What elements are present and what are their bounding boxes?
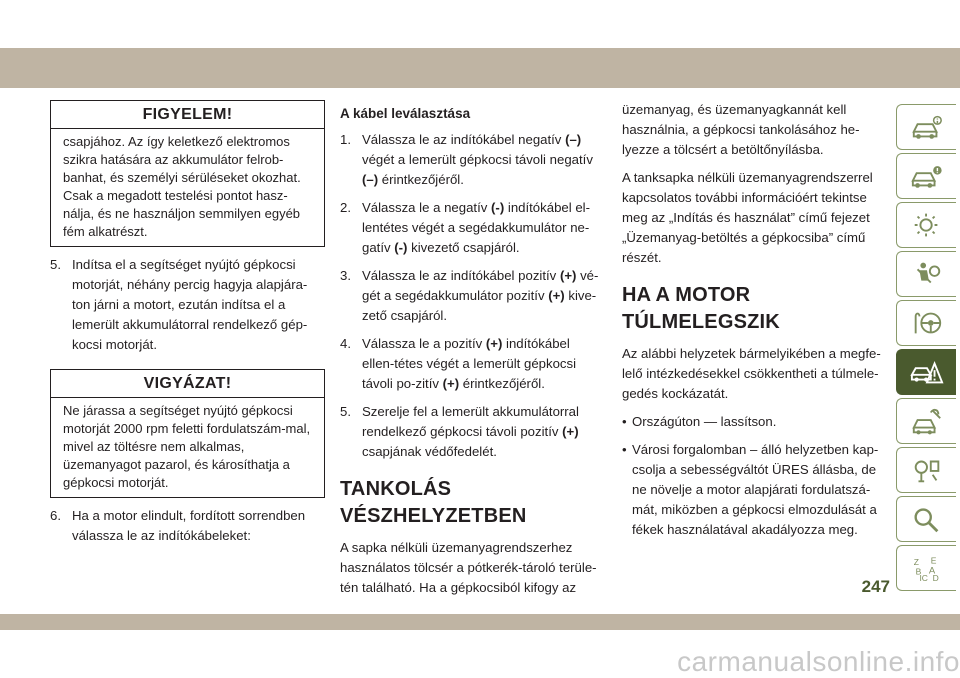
warning-title: FIGYELEM! [51, 101, 324, 129]
bullet-marker: • [622, 414, 627, 429]
terminal-symbol: (+) [442, 376, 460, 391]
steering-wheel-icon [910, 308, 944, 338]
paragraph: A sapka nélküli üzemanyagrendszerhez használatos tölcsér a pótkerék-tároló terüle-tén található. Ha a gépkocsiból kifogy az [340, 540, 597, 595]
step-text-part: indítókábel ellen-tétes végét a lemerült gépkocsi távoli po-zitív [362, 336, 577, 391]
terminal-symbol: (-) [394, 240, 408, 255]
language-index-icon [910, 553, 944, 583]
step-text-part: érintkezőjéről. [459, 376, 545, 391]
step-text [362, 130, 605, 190]
search-index-icon [910, 504, 944, 534]
terminal-symbol: (+) [485, 336, 503, 351]
chapter-tab[interactable] [896, 202, 956, 248]
footer-band [0, 614, 960, 630]
chapter-tab[interactable] [896, 300, 956, 346]
step-text-part: Válassza le az indítókábel pozitív [362, 268, 560, 283]
watermark: carmanualsonline.info [677, 646, 960, 677]
step-5 [50, 255, 325, 355]
svg-text:D: D [932, 573, 939, 583]
paragraph: üzemanyag, és üzemanyagkannát kell használnia, a gépkocsi tankolásához he-lyezze a tölcsért a betöltőnyílásba. [622, 102, 860, 157]
terminal-symbol: (–) [362, 172, 379, 187]
step-text [362, 402, 605, 462]
step-number: 4. [340, 336, 351, 351]
hazard-emergency-icon [910, 357, 944, 387]
step-text-part: csapjának védőfedelét. [362, 444, 497, 459]
step-number: 6. [50, 508, 61, 523]
step-text-part: kivezető csapjáról. [407, 240, 520, 255]
step-text-part: Válassza le a pozitív [362, 336, 486, 351]
bullet-marker: • [622, 442, 627, 457]
disconnect-step [340, 402, 605, 462]
caution-title: VIGYÁZAT! [51, 370, 324, 398]
multimedia-icon [910, 455, 944, 485]
step-text [362, 266, 605, 326]
car-warning-icon [910, 161, 944, 191]
chapter-tab[interactable] [896, 545, 956, 591]
warning-body: csapjához. Az így keletkező elektromos szikra hatására az akkumulátor felrob-banhat, és személyi sérüléseket okozhat. Csak a megadott testelési pontot hasz-nálja, és ne használjon semmilyen egyéb fém alkatrészt. [63, 134, 301, 239]
terminal-symbol: (+) [559, 268, 577, 283]
step-text-part: Szerelje fel a lemerült akkumulátorral rendelkező gépkocsi távoli pozitív [362, 404, 579, 439]
column-1 [50, 100, 325, 554]
step-text-part: kive-zető csapjáról. [362, 288, 597, 323]
caution-body: Ne járassa a segítséget nyújtó gépkocsi motorját 2000 rpm feletti fordulatszám-mal, mivel az töltésre nem alkalmas, üzemanyagot pazarol, és károsíthatja a gépkocsi motorját. [63, 403, 311, 490]
disconnect-step [340, 266, 605, 326]
car-info-icon [910, 112, 944, 142]
column-3 [622, 100, 888, 548]
column-2 [340, 100, 605, 606]
step-number: 5. [340, 404, 351, 419]
step-number: 1. [340, 132, 351, 147]
paragraph: Az alábbi helyzetek bármelyikében a megfe-lelő intézkedésekkel csökkentheti a túlmele-gedés kockázatát. [622, 346, 881, 401]
header-bar [0, 48, 960, 88]
warning-box [50, 100, 325, 247]
svg-text:IC: IC [918, 573, 928, 583]
terminal-symbol: (-) [491, 200, 505, 215]
chapter-tab[interactable] [896, 447, 956, 493]
terminal-symbol: (+) [562, 424, 579, 439]
step-text-part: Válassza le a negatív [362, 200, 492, 215]
step-text-part: vé-gét a segédakkumulátor pozitív [362, 268, 599, 303]
terminal-symbol: (–) [565, 132, 582, 147]
disconnect-steps [340, 130, 605, 462]
bullet-item [622, 440, 888, 540]
step-text: Indítsa el a segítséget nyújtó gépkocsi motorját, néhány percig hagyja alapjára-ton járni a motort, ezután indítsa el a lemerült akkumulátorral rendelkező gép-kocsi motorját. [72, 257, 308, 352]
page-number: 247 [861, 577, 890, 596]
step-text-part: érintkezőjéről. [378, 172, 464, 187]
step-text [362, 334, 605, 394]
chapter-tab[interactable] [896, 349, 956, 395]
chapter-tab[interactable] [896, 398, 956, 444]
step-text-part: Válassza le az indítókábel negatív [362, 132, 566, 147]
step-number: 2. [340, 200, 351, 215]
section-title-overheating [622, 282, 888, 336]
bullet-item [622, 412, 888, 432]
step-text-part: végét a lemerült gépkocsi távoli negatív [362, 152, 593, 167]
header-band [0, 0, 960, 90]
step-number: 5. [50, 257, 61, 272]
seatbelt-airbag-icon [910, 259, 944, 289]
cable-disconnect-heading: A kábel leválasztása [340, 106, 471, 121]
section-title-line: HA A MOTOR [622, 284, 751, 306]
step-text: Ha a motor elindult, fordított sorrendben válassza le az indítókábeleket: [72, 508, 306, 543]
chapter-tabs [896, 104, 960, 594]
section-title-line: TÚLMELEGSZIK [622, 311, 780, 333]
paragraph: A tanksapka nélküli üzemanyagrendszerrel kapcsolatos további információért tekintse meg az „Indítás és használat” című fejezet „Üzemanyag-betöltés a gépkocsiba” című részét. [622, 170, 873, 265]
step-number: 3. [340, 268, 351, 283]
service-wrench-icon [910, 406, 944, 436]
caution-box [50, 369, 325, 498]
disconnect-step [340, 334, 605, 394]
svg-text:E: E [930, 555, 936, 566]
bullet-text: Országúton — lassítson. [632, 414, 777, 429]
section-title-line: TANKOLÁS [340, 478, 452, 500]
chapter-tab[interactable] [896, 251, 956, 297]
step-6 [50, 506, 325, 546]
bullet-text: Városi forgalomban – álló helyzetben kap-csolja a sebességváltót ÜRES állásba, de ne növelje a motor alapjárati fordulatszá-mát, miközben a gépkocsi elmozdulását a fékek használatával akadályozza meg. [632, 442, 879, 537]
svg-text:A: A [928, 565, 935, 577]
section-title-line: VÉSZHELYZETBEN [340, 505, 527, 527]
dashboard-lights-icon [910, 210, 944, 240]
disconnect-step [340, 198, 605, 258]
chapter-tab[interactable] [896, 153, 956, 199]
chapter-tab[interactable] [896, 496, 956, 542]
step-text [362, 198, 605, 258]
chapter-tab[interactable] [896, 104, 956, 150]
terminal-symbol: (+) [548, 288, 565, 303]
step-text-part: indítókábel el-lentétes végét a segédakkumulátor ne-gatív [362, 200, 590, 255]
svg-text:Z: Z [913, 557, 919, 568]
svg-text:B: B [915, 566, 921, 577]
disconnect-step [340, 130, 605, 190]
section-title-emergency-fueling [340, 476, 605, 530]
